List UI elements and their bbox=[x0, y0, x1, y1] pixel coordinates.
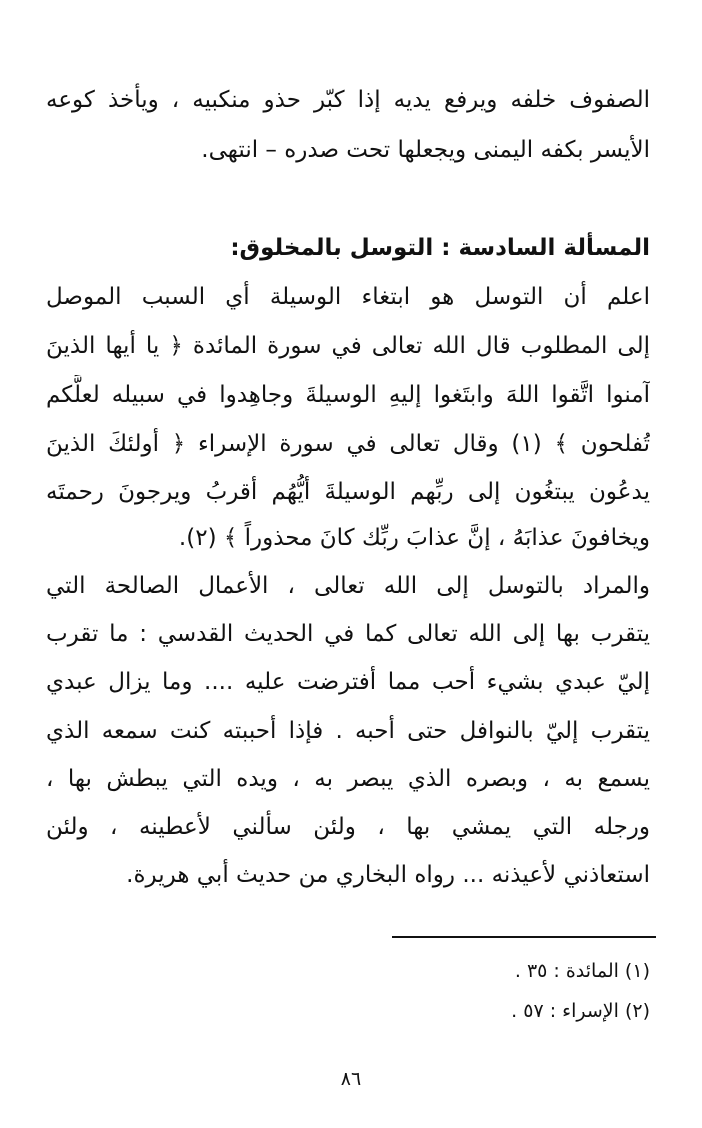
paragraph-2-line-4: تُفلحون ﴾ (١) وقال تعالى في سورة الإسراء ﴿ أولئكَ الذينَ bbox=[46, 431, 650, 457]
paragraph-2-line-3: آمنوا اتَّقوا اللهَ وابتَغوا إليهِ الوسيلةَ وجاهِدوا في سبيله لعلَّكم bbox=[46, 382, 650, 408]
paragraph-2-line-1: اعلم أن التوسل هو ابتغاء الوسيلة أي السبب الموصل bbox=[46, 284, 650, 310]
paragraph-3-line-2: يتقرب بها إلى الله تعالى كما في الحديث القدسي : ما تقرب bbox=[46, 621, 650, 647]
paragraph-3-line-5: يسمع به ، وبصره الذي يبصر به ، ويده التي يبطش بها ، bbox=[46, 766, 650, 792]
paragraph-3-line-1: والمراد بالتوسل إلى الله تعالى ، الأعمال الصالحة التي bbox=[46, 573, 650, 599]
paragraph-3-line-4: يتقرب إليّ بالنوافل حتى أحبه . فإذا أحببته كنت سمعه الذي bbox=[46, 718, 650, 744]
paragraph-3-line-7: استعاذني لأعيذنه ... رواه البخاري من حديث أبي هريرة. bbox=[126, 862, 650, 888]
paragraph-2-line-6: ويخافونَ عذابَهُ ، إنَّ عذابَ ربِّك كانَ محذوراً ﴾ (٢). bbox=[178, 525, 650, 551]
section-heading: المسألة السادسة : التوسل بالمخلوق: bbox=[230, 235, 650, 261]
page-number: ٨٦ bbox=[340, 1068, 362, 1090]
paragraph-3-line-3: إليّ عبدي بشيء أحب مما أفترضت عليه .... وما يزال عبدي bbox=[46, 669, 650, 695]
paragraph-1-line-1: الصفوف خلفه ويرفع يديه إذا كبّر حذو منكبيه ، ويأخذ كوعه bbox=[46, 87, 650, 113]
paragraph-2-line-2: إلى المطلوب قال الله تعالى في سورة المائدة ﴿ يا أيها الذينَ bbox=[46, 333, 650, 359]
footnote-2: (٢) الإسراء : ٥٧ . bbox=[511, 1000, 650, 1022]
paragraph-3-line-6: ورجله التي يمشي بها ، ولئن سألني لأعطينه ، ولئن bbox=[46, 814, 650, 840]
paragraph-2-line-5: يدعُون يبتغُون إلى ربِّهم الوسيلةَ أيُّهُم أقربُ ويرجونَ رحمتَه bbox=[46, 479, 650, 505]
paragraph-1-line-2: الأيسر بكفه اليمنى ويجعلها تحت صدره – انتهى. bbox=[201, 137, 650, 163]
footnote-1: (١) المائدة : ٣٥ . bbox=[514, 960, 650, 982]
footnote-separator bbox=[392, 936, 656, 938]
